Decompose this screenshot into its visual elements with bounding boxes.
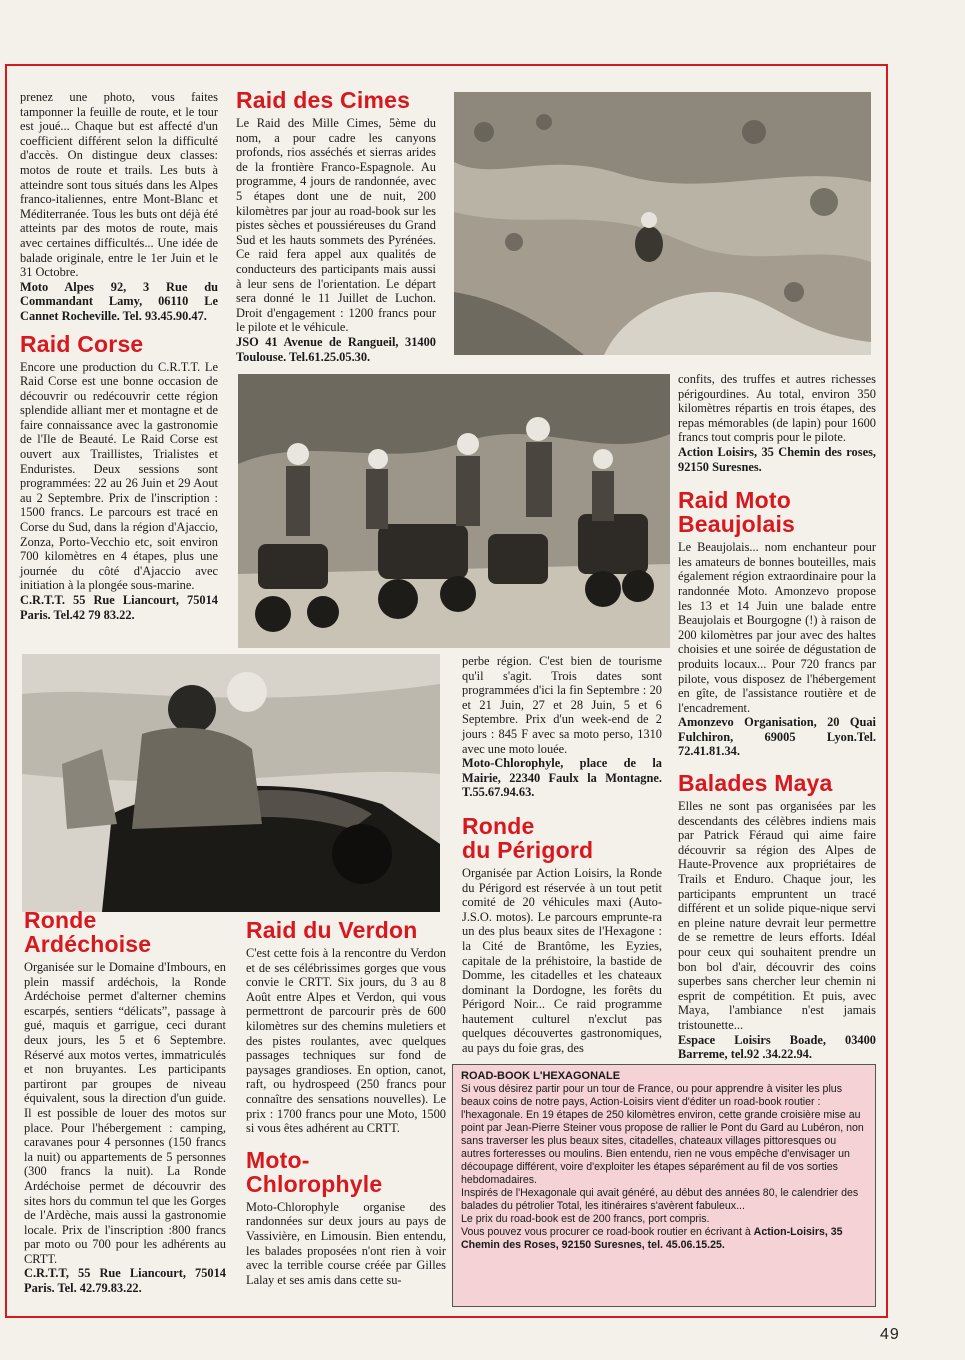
raid-du-verdon-title: Raid du Verdon	[246, 917, 418, 943]
ronde-du-perigord-text: Organisée par Action Loisirs, la Ronde du Périgord est réservée à un tout petit comité de 20 véhicules maxi (Auto-J.S.O. motos). Le parcours emprunte-ra un des plus beaux sites de l'Hexagone : la Cité de Brantôme, les Eyzies, capitale de la préhistoire, la bastide de Domme, les citadelles et les chateaux dominant la Dordogne, les forêts du Périgord Noir... Ce raid programme hautement culturel n'exclut pas quelques découvertes gastronomiques, au pays du foie gras, des	[462, 865, 662, 1056]
road-book-paragraph-2: Inspirés de l'Hexagonale qui avait généré, au début des années 80, le calendrier des balades du pétrolier Total, les itinéraires s'avèrent fabuleux...	[461, 1187, 859, 1212]
road-book-title: ROAD-BOOK L'HEXAGONALE	[461, 1070, 621, 1082]
perigord-title-line-1: Ronde	[462, 812, 535, 839]
photo-two-riders	[22, 654, 440, 912]
column-verdon	[246, 918, 446, 1287]
beaujolais-title-line-1: Raid Moto	[678, 487, 791, 514]
moto-chlorophyle-text: Moto-Chlorophyle organise des randonnées sur deux jours au pays de Vassivière, en Limousin. Bien entendu, les balades proposées n'ont rien à voir avec la terrible course créée par Gilles Lalay et ses amis dans cette su-	[246, 1199, 446, 1287]
chlorophyle-continued-text: perbe région. C'est bien de tourisme qu'il s'agit. Trois dates sont programmées d'ici la fin Septembre : 20 et 21 Juin, 27 et 28 Juin, 5 et 6 Septembre. Prix d'un week-end de 2 jours : 845 F avec sa moto perso, 1310 avec une moto louée.	[462, 654, 662, 756]
ronde-du-perigord-title	[462, 814, 662, 862]
ronde-ardechoise-text: Organisée sur le Domaine d'Imbours, en plein massif ardéchois, la Ronde Ardéchoise permet d'alterner chemins escarpés, sentiers “délicats”, passage à gué, maquis et garrigue, ceci durant deux jours, les 5 et 6 Septembre. Réservé aux motos vertes, immatriculés et non bruyantes. Les participants partiront par groupes de niveau équivalent, sous la direction d'un guide. Il est possible de louer des motos sur place. Pour l'hébergement : camping, caravanes pour 4 personnes (150 francs la nuit) ou appartements de 5 personnes (300 francs la nuit). La Ronde Ardéchoise permet de découvrir des sites hors du commun tel que les Gorges de l'Ardèche, mais aussi la gastronomie locale. Prix de l'inscription :800 francs par moto ou 700 pour les adhérents au CRTT.	[24, 960, 226, 1266]
moto-chlorophyle-title	[246, 1148, 446, 1196]
perigord-continued-text: confits, des truffes et autres richesses périgourdines. Au total, environ 350 kilomètres répartis en trois étapes, des repas mémorables (de lapin) pour 1600 francs tout compris pour le pilote.	[678, 372, 876, 445]
raid-corse-text: Encore une production du C.R.T.T. Le Raid Corse est une bonne occasion de découvrir ou redécouvrir cette région splendide alliant mer et montagne et de faire connaissance avec la gastronomie de l'Ile de Beauté. Le Raid Corse est ouvert aux Traillistes, Trialistes et Enduristes. Deux sessions sont programmées: 22 au 26 Juin et 29 Aout au 2 Septembre. Prix de l'inscription : 1500 francs. Le parcours est tracé en Corse du Sud, dans la région d'Ajaccio, Zonza, Porto-Vecchio etc, soit environ 700 kilomètres en 4 étapes, plus une journée du côté d'Ajaccio avec initiation à la plongée sous-marine.	[20, 359, 218, 593]
page-number: 49	[880, 1326, 900, 1343]
raid-des-cimes-text: Le Raid des Mille Cimes, 5ème du nom, a pour cadre les canyons profonds, rios asséchés et sierras arides de la frontière Franco-Espagnole. Au programme, 4 jours de randonnée, avec 5 étapes dont une de nuit, 200 kilomètres par jour au road-book sur les pistes sèches et poussiéreuses du Grand Sud et les hauts sommets des Pyrénées. Ce raid fera appel aux qualités de conducteurs des participants mais aussi à leur sens de l'orientation. Le départ sera donné le 11 Juillet de Luchon. Droit d'engagement : 1200 francs pour le pilote et le véhicule.	[236, 116, 436, 335]
column-ardechoise	[24, 908, 226, 1296]
road-book-contact-intro: Vous pouvez vous procurer ce road-book routier en écrivant à	[461, 1226, 754, 1238]
road-book-paragraph-1: Si vous désirez partir pour un tour de France, ou pour apprendre à visiter les plus beaux coins de notre pays, Action-Loisirs vient d'éditer un road-book routier : l'hexagonale. En 19 étapes de 250 kilomètres environ, cette grande croisière mise au point par Jean-Pierre Steiner vous propose de rallier le Pont du Gard au Lubéron, non sans traverser les plus beaux sites, citadelles, chateaux villages pittoresques ou autres forteresses ou moulins. Bien entendu, rien ne vous empêche d'envisager un découpage différent, voire d'exploiter les étapes séparément au fil de vos sorties hebdomadaires.	[461, 1083, 864, 1186]
raid-des-cimes-address: JSO 41 Avenue de Rangueil, 31400 Toulouse. Tel.61.25.05.30.	[236, 334, 436, 364]
balades-maya-text: Elles ne sont pas organisées par les descendants des célèbres indiens mais par Patrick Féraud qui aime faire découvrir sa région des Alpes de Haute-Provence aux propriétaires de Trails et Enduro. Chaque jour, les participants empruntent un tracé différent et un solide pique-nique servi en pleine nature devrait leur permettre de se remettre de leurs efforts. Idéal pour ceux qui souhaitent prendre un bon bol d'air, découvrir des coins superbes sans chercher leur chemin ni esprit de compétition. Et puis, avec Maya, l'ambiance n'est jamais tristounette...	[678, 799, 876, 1032]
chlorophyle-title-line-2: Chlorophyle	[246, 1170, 383, 1197]
chlorophyle-title-line-1: Moto-	[246, 1146, 310, 1173]
moto-chlorophyle-address: Moto-Chlorophyle, place de la Mairie, 22340 Faulx la Montagne. T.55.67.94.63.	[462, 756, 662, 800]
balades-maya-title: Balades Maya	[678, 770, 833, 797]
beaujolais-title-line-2: Beaujolais	[678, 511, 796, 538]
balades-maya-address: Espace Loisirs Boade, 03400 Barreme, tel.92 .34.22.94.	[678, 1032, 876, 1062]
column-1	[20, 90, 218, 622]
ronde-ardechoise-address: C.R.T.T, 55 Rue Liancourt, 75014 Paris. Tel. 42.79.83.22.	[24, 1266, 226, 1296]
photo-desert-trail	[454, 92, 871, 355]
raid-des-cimes-title: Raid des Cimes	[236, 87, 411, 113]
road-book-box	[452, 1064, 876, 1307]
road-book-paragraph-4	[461, 1226, 867, 1252]
raid-corse-address: C.R.T.T. 55 Rue Liancourt, 75014 Paris. Tel.42 79 83.22.	[20, 593, 218, 622]
intro-address: Moto Alpes 92, 3 Rue du Commandant Lamy, 06110 Le Cannet Rocheville. Tel. 93.45.90.47.	[20, 279, 218, 323]
road-book-paragraph-3: Le prix du road-book est de 200 francs, port compris.	[461, 1213, 710, 1225]
raid-moto-beaujolais-text: Le Beaujolais... nom enchanteur pour les amateurs de bonnes bouteilles, mais également région extraordinaire pour la randonnée Moto. Amonzevo propose les 13 et 14 Juin une balade entre Beaujolais et Bourgogne (!) à raison de 200 kilomètres par jour avec des haltes choisies et une soirée de dégustation de produits locaux... Pour 720 francs par pilote, vous disposez de l'hébergement en gîte, de l'assistance routière et de l'encadrement.	[678, 540, 876, 715]
photo-group-bikers	[238, 374, 670, 648]
raid-corse-title: Raid Corse	[20, 330, 144, 357]
raid-du-verdon-text: C'est cette fois à la rencontre du Verdon et de ses célébrissimes gorges que vous convie le CRTT. Six jours, du 3 au 8 Août entre Alpes et Verdon, qui vous permettront de parcourir près de 600 kilomètres sur des chemins muletiers et des pistes roulantes, avec quelques passages techniques sur fond de paysages grandioses. En option, canot, raft, ou hydrospeed (250 francs pour connaître des sensations nouvelles). Le prix : 1700 francs pour une Moto, 1500 si vous êtes adhérent au CRTT.	[246, 946, 446, 1136]
raid-moto-beaujolais-address: Amonzevo Organisation, 20 Quai Fulchiron, 69005 Lyon.Tel. 72.41.81.34.	[678, 715, 876, 759]
ardechoise-title-line-2: Ardéchoise	[24, 931, 152, 957]
ardechoise-title-line-1: Ronde	[24, 907, 97, 933]
ronde-ardechoise-title	[24, 908, 226, 956]
intro-text: prenez une photo, vous faites tamponner la feuille de route, et le tour est joué... Chaque but est affecté d'un coefficient différent selon la difficulté d'accès. On distingue deux classes: motos de route et trails. Les buts à atteindre sont tous situés dans les Alpes franco-italiennes, entre Mont-Blanc et Méditerranée. Tous les buts ont déjà été atteints par des motos de route, mais avec certaines difficultés... Une idée de balade originale, entre le 1er Juin et le 31 Octobre.	[20, 90, 218, 280]
perigord-title-line-2: du Périgord	[462, 836, 594, 863]
column-perigord	[462, 654, 662, 1056]
road-book-contact-address: Action-Loisirs, 35 Chemin des Roses, 92150 Suresnes, tel. 45.06.15.25.	[461, 1226, 843, 1251]
action-loisirs-address: Action Loisirs, 35 Chemin des roses, 92150 Suresnes.	[678, 444, 876, 474]
column-3	[678, 372, 876, 1062]
column-cimes	[236, 88, 436, 364]
raid-moto-beaujolais-title	[678, 488, 876, 536]
